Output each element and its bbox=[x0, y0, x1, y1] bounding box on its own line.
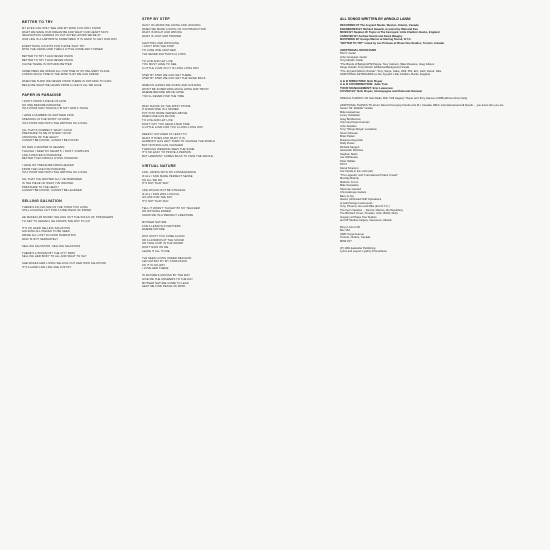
production-credits bbox=[340, 24, 536, 45]
lyric-line: CANNOT BE FOUND, CANNOT BE LEARNED bbox=[22, 189, 82, 193]
lyric-line: TO LIVE AND LET LIVE bbox=[142, 119, 173, 123]
lyric-line: PUT INTO MORE VERSES ABOVE bbox=[142, 111, 188, 115]
stanza bbox=[22, 100, 136, 111]
lyric-line: I'M A POOR MAN THOUGH I'M NOT NOR A THING bbox=[22, 107, 89, 111]
thanks-name: Simon McLean bbox=[340, 131, 358, 135]
stanza bbox=[22, 216, 136, 223]
thanks-name: Barry & Jay bbox=[340, 194, 354, 198]
lyric-line: BETTER TOLD FROM A LIVING KINGDOM bbox=[22, 157, 78, 161]
stanza bbox=[142, 235, 254, 253]
contact-line: Ring in front LTD bbox=[340, 225, 361, 229]
lyric-line: OUR LIFE IS A LABYRINTH SOMETIMES IT IS HARD TO GET OUR WAY bbox=[22, 37, 118, 41]
lyric-line: MY EYES CAN ONLY SEE AND MY MIND CAN ONLY KNOW bbox=[22, 27, 101, 30]
thanks-name: Richard Sargent bbox=[340, 145, 360, 149]
thanks-name: Joe Oldhausen bbox=[340, 156, 359, 160]
lyric-line: I'M A POOR MAN WITH THE WRITING OF A KING bbox=[22, 171, 88, 175]
song-title: PAPER IN PARADISE bbox=[22, 93, 62, 98]
lyric-line: SO IT IS NO-WAY bbox=[142, 263, 166, 267]
thanks-name: "The Legends" and "International Trident Crowd" bbox=[340, 173, 398, 177]
thanks-name: Derek Simpson bbox=[340, 166, 359, 170]
lyric-line: SPEAKING IS THE SPIRIT OF MIND bbox=[22, 118, 70, 122]
musician-line: ADDITIONAL KEYBOARDS on the Joyyard: Little Chalfont, Bucks, England bbox=[340, 73, 430, 77]
lyric-line: STEP BY STEP WE CAN GET THERE bbox=[142, 73, 192, 77]
lyric-line: LED ASTRAY BY MY CONFUSION bbox=[142, 260, 187, 264]
ar-coordination: A & R COORDINATION: Julie Tsai bbox=[340, 82, 388, 87]
lyric-line: IT'S A HARD LIFE LIKE SHE JUSTIFY bbox=[22, 265, 72, 269]
lyric-line: WHERE NATURE bbox=[142, 228, 165, 232]
lyric-line: I'VE SEEN LIVING UNDER RELIGION bbox=[142, 256, 192, 260]
thanks-name: Tony, Phoenix, Ger and Mike (E.N.O.T.C.) bbox=[340, 205, 390, 209]
stanza bbox=[22, 70, 136, 77]
lyric-line: A LITTLE LOVE FOR YOU A LONG LONG WAY bbox=[142, 126, 204, 130]
thanks-intro: ADDITIONAL THANKS TO all our Record Company friends at E.M.I. Canada. WE'd, international and all friends ... you know who you are bbox=[340, 103, 504, 107]
lyric-line: WHAT IS RIGHT AND WRONG bbox=[142, 31, 182, 35]
thanks-name: Stephen Stalin bbox=[340, 152, 358, 156]
lyric-line: I'M A POOR MAN WITH THE WRITING OF A KING bbox=[22, 121, 88, 125]
contact-line: 4395 Yonge Avenue bbox=[340, 232, 364, 236]
credits-header: ALL SONGS WRITTEN BY ARNOLD LANNI bbox=[340, 17, 411, 21]
stanza bbox=[22, 252, 136, 259]
left-lyrics-column bbox=[22, 20, 136, 540]
lyric-line: IT'S SO HARD SELLING SALVATION bbox=[22, 226, 71, 230]
lyric-line: HELP ME FIND PEACE OF MIND bbox=[142, 285, 186, 289]
lyric-line: CROSSING OF THE HEAVY bbox=[22, 135, 59, 139]
thanks-name: and 35 Studios Calgary, Vancouver, Atlantic bbox=[340, 219, 392, 223]
thanks-name: Peter Walker bbox=[340, 159, 356, 163]
stanza bbox=[142, 60, 254, 71]
thanks-name: Gregory at Phase One Studios bbox=[340, 215, 377, 219]
lyric-line: I DON'T KNOW A PIECE OF HOW bbox=[22, 100, 67, 104]
thanks-name: Chromaticque Guitars bbox=[340, 191, 367, 195]
lyric-line: LOSING MUCH TIME IN THE MIND THAT WE CAN SPEND bbox=[22, 73, 99, 77]
lyric-line: OR A HORIZON AT THE SOUND bbox=[142, 238, 185, 242]
song-title: VIRTUAL NATURE bbox=[142, 164, 177, 169]
stanza bbox=[22, 146, 136, 160]
song-title: STEP BY STEP bbox=[142, 17, 171, 21]
thanks-name: Alexander DeStone bbox=[340, 149, 364, 153]
lyric-line: SELLING HER BODY TO ALL AND WHAT TO SAY bbox=[22, 255, 87, 259]
lyric-line: WHAT IT DOES AND WHAT IT IS bbox=[142, 136, 185, 140]
lyric-line: I'VE NEVER RHYTHM IN A LYRIC bbox=[142, 52, 187, 56]
lyric-line: IF ALL I SAW MADE PERFECT SENSE bbox=[142, 174, 193, 178]
credits-column bbox=[340, 17, 536, 537]
thanks-name: Cheri and Dave Koeman bbox=[340, 121, 370, 125]
lyric-line: DON'T CRY YOU HEAR A BAD TIME bbox=[142, 122, 190, 126]
stanza bbox=[142, 133, 254, 158]
stanza bbox=[142, 24, 254, 38]
lyric-line: A LITTLE LOVE ON IT IS LONG LONG WAY bbox=[142, 66, 200, 70]
lyric-line: IN NATURE'S MOVING BY THE WAY bbox=[142, 274, 191, 278]
musician-line: Serge Volodis, Tony Morelli: Additional Background Vocals bbox=[340, 66, 410, 70]
lyric-line: YOU MUST HAVE TO SEE bbox=[142, 63, 177, 67]
lyric-line: LIFE, HIDING WITH NO CONSEQUENCE bbox=[142, 171, 196, 175]
lyric-line: CAUSE THERE IS NOTHING BETTER bbox=[22, 62, 72, 66]
lyric-line: WHEN IN HANDS WE GOING AND HOLDING bbox=[142, 84, 202, 88]
lyric-line: IS THE PIECE OF WHAT I'VE WANTED bbox=[22, 181, 74, 185]
lyric-line: PRESSURE TO THE HEAVY bbox=[22, 185, 59, 189]
lyric-line: I HAVE NO TREASURE FROM HEAVEN bbox=[22, 164, 74, 168]
production-line: ENGINEERED BY Richard Sanacki, Assisted by Walt and Ken bbox=[340, 27, 419, 31]
thanks-name: The Fenn Vanders ... Dennis, Marcus, Mo Wyvathrey bbox=[340, 208, 404, 212]
stanza bbox=[142, 74, 254, 81]
lyric-line: WHY DON'T YOU COME ALONG bbox=[142, 235, 185, 239]
stanza bbox=[22, 55, 136, 66]
musician-line: "The Joyyard Gilbois Chorale": Tony, Serge, Gabe, Wolf, Phil, Eric, Herb, Derek, Nike bbox=[340, 69, 442, 73]
stanza bbox=[22, 262, 136, 269]
stanza bbox=[142, 221, 254, 232]
lyric-line: SOMETIMES WE SPEND ALL OUR TIME AT MY DELIVERY PLACE bbox=[22, 69, 110, 73]
thanks-name: Lenny Schlanker bbox=[340, 114, 361, 118]
stanza bbox=[142, 274, 254, 288]
contact-line: M5W 2X7 bbox=[340, 239, 352, 243]
lyric-line: HARMONY HAS LEFT THEM TO CHANGE THE WORLD bbox=[142, 140, 216, 144]
thanks-name: Sherman Giscard bbox=[340, 187, 361, 191]
thanks-name: G.Gold Strings Instruments bbox=[340, 201, 373, 205]
lyric-line: THROUGH WEARING SEES THE SAME bbox=[142, 147, 195, 151]
copyright: (P) 1991 Eastsider Publishing bbox=[340, 246, 376, 250]
lyric-line: IF ALL I SAW WAS LOGICAL bbox=[142, 192, 180, 196]
stanza bbox=[22, 80, 136, 87]
lyric-line: OR TAKE A DIP IN THE WATER bbox=[142, 242, 184, 246]
lyric-line: I CAN'T FIND THE STEP bbox=[142, 45, 175, 49]
lyric-line: SO ALL WE DO bbox=[142, 178, 163, 182]
lyric-line: TELL IT WASN'T TAUGHT BY MY TEACHER bbox=[142, 206, 200, 210]
stanza bbox=[22, 227, 136, 241]
lyric-line: WITH THE CRASH AND THEN A LITTLE COME AND TURNED bbox=[22, 48, 103, 52]
ar-direction: A & R DIRECTION: Bob Roper bbox=[340, 78, 383, 83]
tour-management: TOUR MANAGEMENT: Eric Lawrence bbox=[340, 85, 393, 90]
musicians-header: ADDITIONAL MUSICIANS bbox=[340, 47, 377, 52]
lyric-line: LIFE WOULD NOT BE STRANGE bbox=[142, 189, 186, 193]
song-block bbox=[22, 93, 136, 192]
layout-credit: Lyrics and Layout: Lyall by Prometheus bbox=[340, 250, 387, 254]
stanza bbox=[22, 164, 136, 175]
stanza bbox=[142, 42, 254, 56]
contact-address bbox=[340, 226, 536, 244]
lyric-line: FROM THE LIFE FOR PARADISE bbox=[22, 167, 66, 171]
middle-lyrics-column bbox=[142, 17, 254, 540]
thanks-name: John Sanders bbox=[340, 124, 357, 128]
song-block bbox=[142, 164, 254, 288]
musician-line: "The Bonds of Babylon/Phil Peppa, Tony Carlucci, Mike Mussone, Greg Gibson bbox=[340, 62, 435, 66]
thanks-name: Malcolm N.O.A. bbox=[340, 180, 359, 184]
song-block bbox=[22, 199, 136, 270]
thanks-name: Brian Parker bbox=[340, 135, 355, 139]
lyric-line: SHOW ME I'M A PERFECT CREATURE bbox=[142, 214, 194, 218]
lyric-line: ALL THAT I'VE WANTED ALL I'VE PREPARED bbox=[22, 178, 83, 182]
lyric-line: STEP BY STEP WE CAN GET THE SHINE BACK bbox=[142, 77, 206, 81]
contact-line: Toronto, Ontario, Canada bbox=[340, 236, 371, 240]
lyric-line: WHO IS NOT SEPARATELY bbox=[22, 237, 59, 241]
production-line: ASSISTED BY Andrew Scarth and Derek Waughy bbox=[340, 34, 403, 38]
lyric-line: MOTHER NATURE COME TO LEAD bbox=[142, 281, 189, 285]
lyric-line: FOR A LESSON IN MATTERS bbox=[142, 224, 181, 228]
thanks-name: Tony "Wings Wings" Lunaliccie bbox=[340, 128, 377, 132]
lyric-line: I HAVE A NUMBER OF ANOTHER KIND bbox=[22, 114, 74, 118]
lyric-line: WE'RE ALL LOST IN GOOD DAMNATION bbox=[22, 234, 76, 238]
lyric-line: EVERYTHING COUNTS FOR THOSE THAT TRY bbox=[22, 44, 85, 48]
lyric-line: BETTER TO TRY THAN NEVER KNOW bbox=[22, 55, 73, 59]
thanks-name: Monday Brandy bbox=[340, 177, 359, 181]
contact-line: Box 154 bbox=[340, 229, 350, 233]
lyric-line: BUT HARMONY COMES BACK TO TAKE THE WHOLE bbox=[142, 154, 213, 158]
lyric-line: YOU'LL NEVER FIND THE TIME bbox=[142, 95, 185, 99]
lyric-line: THOUGH I KEEP MY HEARTS, I DON'T COMPLAIN bbox=[22, 149, 90, 153]
song-block bbox=[142, 17, 254, 99]
lyric-line: WHERE BEFORE WE'VE GONE bbox=[142, 91, 184, 95]
lyric-line: BETTER TO TRY THAN NEVER KNOW bbox=[22, 58, 73, 62]
lyric-line: WON'T BE SOMETHING MUCH HOPE AND TRUST bbox=[142, 87, 209, 91]
lyric-line: SHE MAKES HER LIVING SELLING OUT HER OWN SALVATION bbox=[22, 262, 107, 266]
thanks-name: The Blizzard, Kevin, Prestian, John, Bobbi, Ruby bbox=[340, 212, 398, 216]
lyric-line: IT EVERYONE IS A SINNER bbox=[142, 108, 179, 112]
lyric-line: CANNOT BE FOUND, CANNOT BE FOUND bbox=[22, 139, 79, 143]
lyric-line: HOLDING ALL PIECES TO BE SEEN bbox=[22, 230, 70, 234]
song-title: BETTER TO TRY bbox=[22, 20, 53, 24]
lyric-line: PRESSURE TO ME AT EVERY HOUR bbox=[22, 132, 71, 136]
lyric-line: THERE'S A WOMAN BY THE CITY PARK bbox=[22, 251, 76, 255]
thanks-name: Ibanez (Unlimited NHP Operations bbox=[340, 198, 382, 202]
stanza bbox=[142, 207, 254, 218]
lyric-line: IMAGINATION CARRIES US OUT AFTER HOURS WE'RE AT bbox=[22, 34, 101, 38]
stanza bbox=[142, 257, 254, 271]
musicians-list bbox=[340, 52, 536, 77]
lyric-line: LEAVE IT ALL TO ME bbox=[142, 249, 170, 253]
lyric-line: TO LIVE AND LET LIVE bbox=[142, 59, 173, 63]
lyric-line: THERE'S AN OLD MAN IN THE TOWN TOO LONG bbox=[22, 205, 88, 209]
lyric-line: TO GET TO HEAVEN, HE KNOWS THE WAY TO GO bbox=[22, 219, 90, 223]
lyric-line: BECAUSE WHAT WE LEARN FROM A LIFE IS ALL WE HAVE bbox=[22, 83, 102, 87]
lyric-line: DAILY IN HANDS WE GOING AND HOLDING bbox=[142, 24, 201, 27]
lyric-line: IT'S NOT THAT WAY bbox=[142, 182, 169, 186]
lyric-line: IT'S SO EASY TO PROVE A PERSON bbox=[142, 151, 192, 155]
stanza bbox=[22, 27, 136, 41]
lyric-line: NO ONE BEFORE PARADISE bbox=[22, 103, 61, 107]
thanks-name: Our friends in the north (all) bbox=[340, 170, 373, 174]
lyric-line: LIFE A PRAYER IN PARADISE bbox=[22, 153, 62, 157]
lyric-line: SHUTTING AND WATCHING bbox=[142, 41, 180, 45]
stanza bbox=[22, 178, 136, 192]
lyric-line: DEEPLY OUTLINED AT LEAST TO bbox=[142, 133, 187, 137]
lyric-line: GO ASK FOR THE DAY bbox=[142, 196, 173, 200]
thanks-name: Phil X bbox=[340, 163, 348, 167]
lyric-line: OR NOTHING ENDED bbox=[142, 210, 171, 214]
lyric-line: STILL HOLDING OUT FOR A FIRE PIECE OF PAPER bbox=[22, 209, 92, 213]
lyric-line: WHEN ONE HAS BLOOD bbox=[142, 115, 176, 119]
song-title: SELLING SALVATION bbox=[22, 198, 62, 203]
stanza bbox=[142, 171, 254, 185]
stanza bbox=[22, 206, 136, 213]
lyric-line: ALL THAT'S CORRECT, WHAT I HOLD bbox=[22, 128, 73, 132]
cover-credit: COVER BY: Bob Roper, Champagne and Deborah Samuel bbox=[340, 89, 422, 94]
stanza bbox=[22, 245, 136, 249]
lyric-line: NO MAN A MASTER IN HEAVEN bbox=[22, 146, 65, 150]
lyric-line: DON'T RAIN ON ME bbox=[142, 246, 169, 250]
stanza bbox=[142, 84, 254, 98]
production-line: "BETTER TO TRY" mixed by Joe Primeau at Phase One Studios, Toronto, Canada bbox=[340, 41, 444, 45]
lyric-line: WHEN WE THINK WE NEVER KNOW THERE IS NOTHING TO GAIN bbox=[22, 80, 112, 84]
musician-line: John Conquest: Guitar bbox=[340, 55, 367, 59]
lyric-line: HE MAKES HIS MONEY SELLING OUT THE SOULS OF STRANGERS bbox=[22, 216, 114, 220]
stanza bbox=[142, 105, 254, 130]
thanks-name: Greg Bordiscovie bbox=[340, 117, 361, 121]
thanks-name: Mike Sansaleta bbox=[340, 184, 359, 188]
thanks-name: Rosanne Reynolds bbox=[340, 138, 363, 142]
song-block bbox=[142, 105, 254, 159]
lyric-line: WHEN WE MADE A SONG OF CONTRADICTION bbox=[142, 27, 206, 31]
stanza bbox=[142, 189, 254, 203]
lyric-line: MOTHER NATURE bbox=[142, 221, 167, 225]
production-line: MASTERED BY George Marino at Sterling Sound, N.Y.C. bbox=[340, 38, 412, 42]
lyric-line: WHO SHOOK AS THE FIRST STONE bbox=[142, 104, 191, 108]
musician-line: Phil X: Guitar bbox=[340, 52, 356, 56]
stanza bbox=[22, 114, 136, 125]
thanks-name: Susan "Mr. Waddle" Grafter bbox=[340, 107, 373, 111]
lyric-line: GIVE ME THE ANSWERS TO THE DAY bbox=[142, 277, 193, 281]
special-thanks: SPECIAL THANKS: CD Star Radio, Bob "Cliff Hagerty" Roper and Terry Hansen (CRIB without whom help) bbox=[340, 96, 468, 100]
stanza bbox=[22, 129, 136, 143]
musician-line: Tony Morelli: Guitar bbox=[340, 59, 364, 63]
thanks-name: Rudy Russo bbox=[340, 142, 355, 146]
lyric-line: BUT NOTHING HAS CHANGED bbox=[142, 143, 184, 147]
lyric-line: WHAT WE MAKE OUR DREAM BE AND WHAT OUR HEART SAYS bbox=[22, 30, 109, 34]
stanza bbox=[22, 45, 136, 52]
lyric-line: I LOVE HER THERE bbox=[142, 267, 169, 271]
production-line: MIXED BY Stephen W. Tayler at The Farmyard, Little Chalfont, Bucks, England bbox=[340, 31, 440, 35]
song-block bbox=[22, 20, 136, 87]
lyric-line: TO LOSE ONE ANOTHER bbox=[142, 48, 176, 52]
lyric-line: SELLING SALVATION, SELLING SALVATION bbox=[22, 244, 81, 248]
thanks-list bbox=[340, 107, 536, 223]
thanks-name: Mike Hesselman bbox=[340, 110, 360, 114]
lyric-line: WHAT IS JUST AND PROPER bbox=[142, 34, 182, 38]
production-line: RECORDED AT The Joyyard Studio, Weston, Ontario, Canada bbox=[340, 24, 419, 28]
lyric-line: IT'S NOT THAT WAY bbox=[142, 199, 169, 203]
